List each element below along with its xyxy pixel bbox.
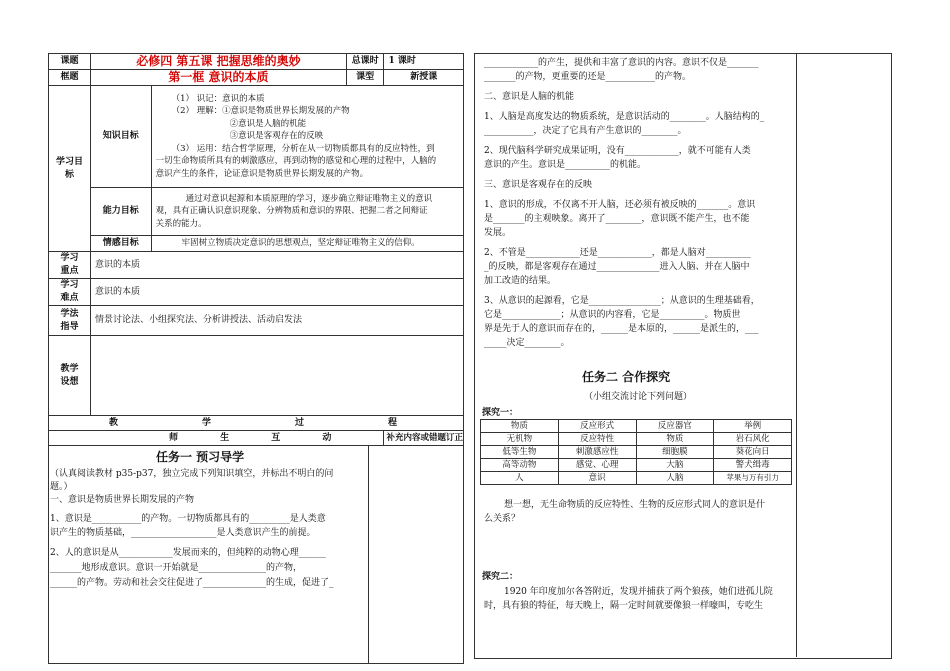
total-hours-value: 1 课时 <box>384 54 464 70</box>
question-line: 1、意识的形成，不仅离不开人脑，还必须有被反映的_______。意识 <box>484 200 756 210</box>
lesson-plan-table <box>48 53 464 446</box>
ability-row <box>49 188 464 236</box>
teach-design-label <box>49 336 91 416</box>
right-frame <box>474 53 892 659</box>
table-cell: 意识 <box>558 472 636 485</box>
table-cell: 刺激感应性 <box>558 446 636 459</box>
key-points-label-1: 学习 <box>60 253 79 263</box>
knowledge-line: ②意识是人脑的机能 <box>229 118 307 129</box>
task2-subtitle: （小组交流讨论下列问题） <box>584 392 693 402</box>
ability-line: 观，具有正确认识意识现象、分辨物质和意识的界限、把握二者之间辩证 <box>155 206 428 217</box>
knowledge-line: 一切生命物质所具有的刺激感应，再到动物的感觉和心理的过程中，人脑的 <box>155 156 437 167</box>
knowledge-line: 意识产生的条件，论证意识是物质世界长期发展的产物。 <box>155 168 369 179</box>
difficult-label-2: 难点 <box>60 293 79 303</box>
table-row <box>481 433 792 446</box>
process-sub-char: 师 <box>169 432 179 443</box>
process-sub-char: 生 <box>220 432 230 443</box>
table-cell: 高等动物 <box>481 459 559 472</box>
question-line: ____________的产生，提供和丰富了意识的内容。意识不仅是_______ <box>484 58 759 68</box>
table-cell: 葵花向日 <box>714 446 792 459</box>
method-label-2: 指导 <box>60 321 79 332</box>
ability-goal-label: 能力目标 <box>90 188 151 236</box>
question-line: _____决定________。 <box>484 338 570 348</box>
process-char: 学 <box>201 417 211 428</box>
task2-title: 任务二 合作探究 <box>582 370 671 384</box>
section-2-heading: 二、意识是人脑的机能 <box>484 92 575 102</box>
ability-line: 关系的能力。 <box>155 218 207 229</box>
process-sub-char: 动 <box>322 432 332 443</box>
question-line: _______的产物，更重要的还是___________的产物。 <box>484 72 692 82</box>
table-cell: 警犬缉毒 <box>714 459 792 472</box>
table-row <box>481 420 792 433</box>
question-line: 2、现代脑科学研究成果证明，没有____________，就不可能有人类 <box>484 146 751 156</box>
emotion-row <box>49 236 464 252</box>
knowledge-row <box>49 86 464 188</box>
key-points-row <box>49 252 464 279</box>
frame-title: 第一框 意识的本质 <box>90 70 346 86</box>
method-text: 情景讨论法、小组探究法、分析讲授法、活动启发法 <box>90 306 463 336</box>
difficult-label <box>49 279 91 306</box>
teach-design-label-2: 设想 <box>60 376 79 387</box>
table-cell: 反应特性 <box>558 433 636 446</box>
knowledge-line: （1） 识记：意识的本质 <box>171 93 265 104</box>
table-cell: 大脑 <box>636 459 714 472</box>
question-line: 它是_____________；从意识的内容看，它是__________。物质世 <box>484 310 741 320</box>
question-line: 2、不管是____________还是____________，都是人脑对__________ <box>484 248 751 258</box>
explore1-question: 么关系？ <box>484 514 521 524</box>
explore1-question: 想一想，无生命物质的反应特性、生物的反应形式同人的意识是什 <box>504 500 766 510</box>
teach-design-row <box>49 336 464 416</box>
process-char: 教 <box>109 417 119 428</box>
table-cell: 细胞膜 <box>636 446 714 459</box>
difficult-text: 意识的本质 <box>90 279 463 306</box>
question-line: 发展。 <box>484 228 512 238</box>
process-title <box>49 416 464 431</box>
question-line: _______地形成意识。意识一开始就是_______________的产物， <box>50 563 303 573</box>
question-line: ______的产物。劳动和社会交往促进了______________的生成，促进了_ <box>50 578 334 588</box>
table-cell: 苹果与万有引力 <box>714 472 792 485</box>
table-cell: 人脑 <box>636 472 714 485</box>
question-line: 界是先于人的意识而存在的，______是本原的，______是派生的，___ <box>484 324 759 334</box>
topic-title: 必修四 第五课 把握思维的奥妙 <box>90 54 346 70</box>
section-3-heading: 三、意识是客观存在的反映 <box>484 180 593 190</box>
table-cell: 低等生物 <box>481 446 559 459</box>
table-cell: 举例 <box>714 420 792 433</box>
knowledge-line: （2） 理解：①意识是物质世界长期发展的产物 <box>171 106 350 117</box>
task1-instruction: （认真阅读教材 p35-p37，独立完成下列知识填空，并标出不明白的问 <box>50 469 334 479</box>
header-row-2 <box>49 70 464 86</box>
table-cell: 岩石风化 <box>714 433 792 446</box>
key-points-text: 意识的本质 <box>90 252 463 279</box>
table-cell: 反应器官 <box>636 420 714 433</box>
header-row-1 <box>49 54 464 70</box>
question-line: 2、人的意识是从____________发展而来的，但纯粹的动物心理______ <box>50 548 326 558</box>
ability-goal-text <box>151 188 463 236</box>
method-row <box>49 306 464 336</box>
explore1-label: 探究一： <box>482 408 519 418</box>
section-1-heading: 一、意识是物质世界长期发展的产物 <box>50 495 195 505</box>
table-cell: 反应形式 <box>558 420 636 433</box>
question-line: 意识的产生。意识是__________的机能。 <box>484 160 647 170</box>
process-sub-char: 互 <box>271 432 281 443</box>
reaction-forms-table <box>480 419 792 485</box>
total-hours-label: 总课时 <box>346 54 384 70</box>
emotion-goal-label: 情感目标 <box>90 236 151 252</box>
emotion-goal-text: 牢固树立物质决定意识的思想观点，坚定辩证唯物主义的信仰。 <box>151 236 463 252</box>
table-cell: 物质 <box>636 433 714 446</box>
objectives-label: 学习目标 <box>49 86 91 252</box>
process-sub-row <box>49 431 464 446</box>
table-cell: 人 <box>481 472 559 485</box>
task1-side-divider <box>368 445 369 663</box>
table-row <box>481 472 792 485</box>
question-line: 1、意识是___________的产物。一切物质都具有的_________是人类意 <box>50 514 326 524</box>
question-line: 1、人脑是高度发达的物质系统，是意识活动的________。人脑结构的_ <box>484 112 765 122</box>
teach-design-content <box>90 336 463 416</box>
explore2-label: 探究二： <box>482 572 519 582</box>
task1-instruction: 题。） <box>50 482 73 492</box>
method-label-1: 学法 <box>60 308 79 319</box>
difficult-row <box>49 279 464 306</box>
knowledge-line: ③意识是客观存在的反映 <box>229 131 324 142</box>
knowledge-line: （3） 运用：结合哲学原理，分析在从一切物质都具有的反应特性，到 <box>171 143 435 154</box>
question-line: _的反映，都是客观存在通过______________进入人脑、并在人脑中 <box>484 262 750 272</box>
process-subtitle <box>49 431 384 446</box>
table-cell: 无机物 <box>481 433 559 446</box>
ability-line: 通过对意识起源和本质原理的学习，逐步确立辩证唯物主义的意识 <box>185 193 433 204</box>
teach-design-label-1: 教学 <box>60 363 79 374</box>
frame-label: 框题 <box>49 70 91 86</box>
right-side-divider <box>796 53 797 657</box>
explore2-text: 时，具有狼的特征，每天晚上，隔一定时间就要像狼一样嚎叫，专吃生 <box>484 601 764 611</box>
table-cell: 感觉、心理 <box>558 459 636 472</box>
method-label <box>49 306 91 336</box>
process-char: 程 <box>387 417 397 428</box>
knowledge-goal-label: 知识目标 <box>90 86 151 188</box>
table-row <box>481 446 792 459</box>
question-line: 识产生的物质基础，___________________是人类意识产生的前提。 <box>50 528 316 538</box>
process-title-row <box>49 416 464 431</box>
table-row <box>481 459 792 472</box>
difficult-label-1: 学习 <box>60 280 79 290</box>
table-cell: 物质 <box>481 420 559 433</box>
question-line: 3、从意识的起源看，它是________________；从意识的生理基础看， <box>484 296 760 306</box>
process-char: 过 <box>294 417 304 428</box>
left-page <box>48 53 464 588</box>
key-points-label <box>49 252 91 279</box>
task1-title: 任务一 预习导学 <box>156 450 245 464</box>
key-points-label-2: 重点 <box>60 266 79 276</box>
knowledge-goal-text <box>151 86 463 188</box>
supplement-label: 补充内容或错题订正 <box>384 431 464 446</box>
question-line: 加工改造的结果。 <box>484 276 557 286</box>
question-line: 是_______的主观映象。离开了________，意识既不能产生，也不能 <box>484 214 750 224</box>
lesson-type-value: 新授课 <box>384 70 464 86</box>
question-line: ___________，决定了它具有产生意识的________。 <box>484 126 687 136</box>
topic-label: 课题 <box>49 54 91 70</box>
lesson-type-label: 课型 <box>346 70 384 86</box>
explore2-text: 1920 年印度加尔各答附近，发现并捕获了两个狼孩，她们进孤儿院 <box>504 587 773 597</box>
